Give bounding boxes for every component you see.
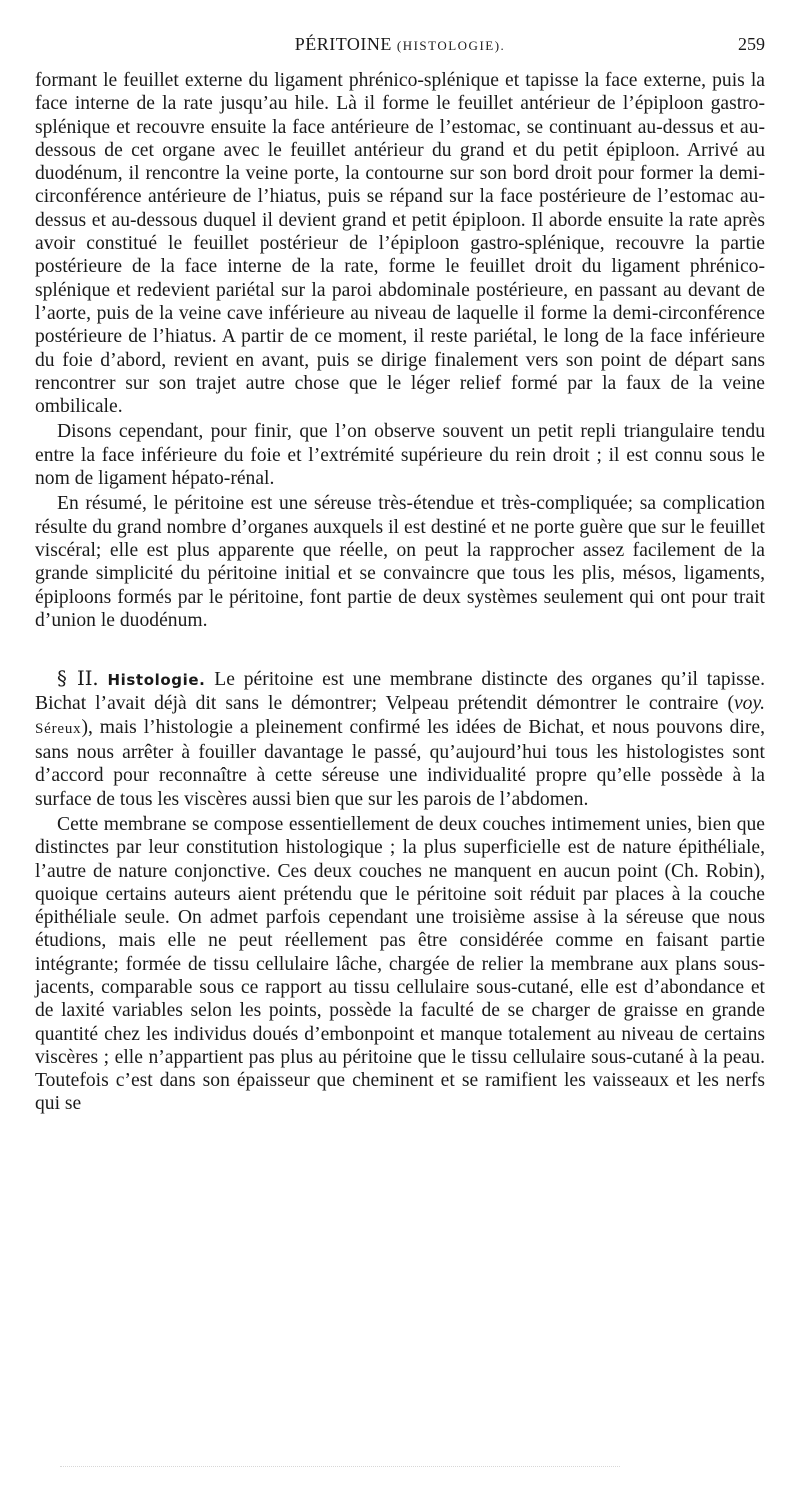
running-title-main: PÉRITOINE bbox=[294, 34, 392, 54]
running-title bbox=[35, 34, 765, 55]
paragraph-histology-intro bbox=[35, 667, 765, 811]
paragraph-summary: En résumé, le péritoine est une séreuse très-étendue et très-compliquée; sa complication résulte du grand nombre d’organes auxquels il est destiné et ne porte guère que sur le feuillet viscéral; elle est plus apparente que réelle, on peut la rapprocher assez facilement de la grande simplicité du péritoine initial et se convaincre que tous les plis, mésos, ligaments, épiploons formés par le péritoine, font partie de deux systèmes seulement qui ont pour trait d’union le duodénum. bbox=[35, 493, 765, 631]
section-mark: § II. bbox=[57, 667, 99, 691]
histology-text-start: Le péritoine est une membrane distincte des organes qu’il tapisse. Bichat l’avait déjà dit sans le démontrer; Velpeau prétendit démontrer le contraire ( bbox=[35, 669, 765, 715]
histology-text-end: ), mais l’histologie a pleinement confirmé les idées de Bichat, et nous pouvons dire, sans nous arrêter à fouiller davantage le passé, qu’aujourd’hui tous les histologistes sont d’accord pour reconnaître à cette séreuse une individualité propre qu’elle possède à la surface de tous les viscères aussi bien que sur les parois de l’abdomen. bbox=[35, 716, 765, 810]
running-head bbox=[35, 34, 765, 60]
bleed-through-line bbox=[60, 1466, 620, 1468]
running-title-subtitle: (HISTOLOGIE). bbox=[396, 38, 506, 53]
body-text bbox=[35, 69, 765, 1116]
paragraph-membrane-layers: Cette membrane se compose essentiellement de deux couches intimement unies, bien que distinctes par leur constitution histologique ; la plus superficielle est de nature épithéliale, l’autre de nature conjonctive. Ces deux couches ne manquent en aucun point (Ch. Robin), quoique certains auteurs aient prétendu que le péritoine soit réduit par places à la couche épithéliale seule. On admet parfois cependant une troisième assise à la séreuse que nous étudions, mais elle ne peut réellement pas être considérée comme en faisant partie intégrante; formée de tissu cellulaire lâche, chargée de relier la membrane aux plans sous-jacents, comparable sous ce rapport au tissu cellulaire sous-cutané, elle est d’abondance et de laxité variables selon les points, possède la faculté de se charger de graisse en grande quantité chez les individus doués d’embonpoint et manque totalement au niveau de certains viscères ; elle n’appartient pas plus au péritoine que le tissu cellulaire sous-cutané à la peau. Toutefois c’est dans son épaisseur que cheminent et se ramifient les vaisseaux et les nerfs qui se bbox=[35, 813, 765, 1115]
paragraph-peritoneum-course: formant le feuillet externe du ligament phrénico-splénique et tapisse la face externe, puis la face interne de la rate jusqu’au hile. Là il forme le feuillet antérieur de l’épiploon gastro-splénique et recouvre ensuite la face antérieure de l’estomac, se continuant au-dessus et au-dessous de cet organe avec le feuillet antérieur du grand et du petit épiploon. Arrivé au duodénum, il rencontre la veine porte, la contourne sur son bord droit pour former la demi-circonférence antérieure de l’hiatus, puis se répand sur la face postérieure de l’estomac au-dessus et au-dessous duquel il devient grand et petit épiploon. Il aborde ensuite la rate après avoir constitué le feuillet postérieur de l’épiploon gastro-splénique, recouvre la partie postérieure de la face interne de la rate, forme le feuillet droit du ligament phrénico-splénique et redevient pariétal sur la paroi abdominale postérieure, en passant au devant de l’aorte, puis de la veine cave inférieure au niveau de laquelle il forme la demi-circonférence postérieure de l’hiatus. A partir de ce moment, il reste pariétal, le long de la face inférieure du foie d’abord, revient en avant, puis se dirige finalement vers son point de départ sans rencontrer sur son trajet autre chose que le léger relief formé par la faux de la veine ombilicale. bbox=[35, 70, 765, 418]
paragraph-hepato-renal-ligament: Disons cependant, pour finir, que l’on observe souvent un petit repli triangulaire tendu entre la face inférieure du foie et l’extrémité supérieure du rein droit ; il est connu sous le nom de ligament hépato-rénal. bbox=[35, 421, 765, 490]
cross-reference-sereux: Séreux bbox=[35, 720, 82, 737]
page-number: 259 bbox=[738, 34, 765, 54]
section-heading: Histologie. bbox=[107, 671, 206, 690]
cross-reference-voy: voy. bbox=[733, 693, 765, 715]
